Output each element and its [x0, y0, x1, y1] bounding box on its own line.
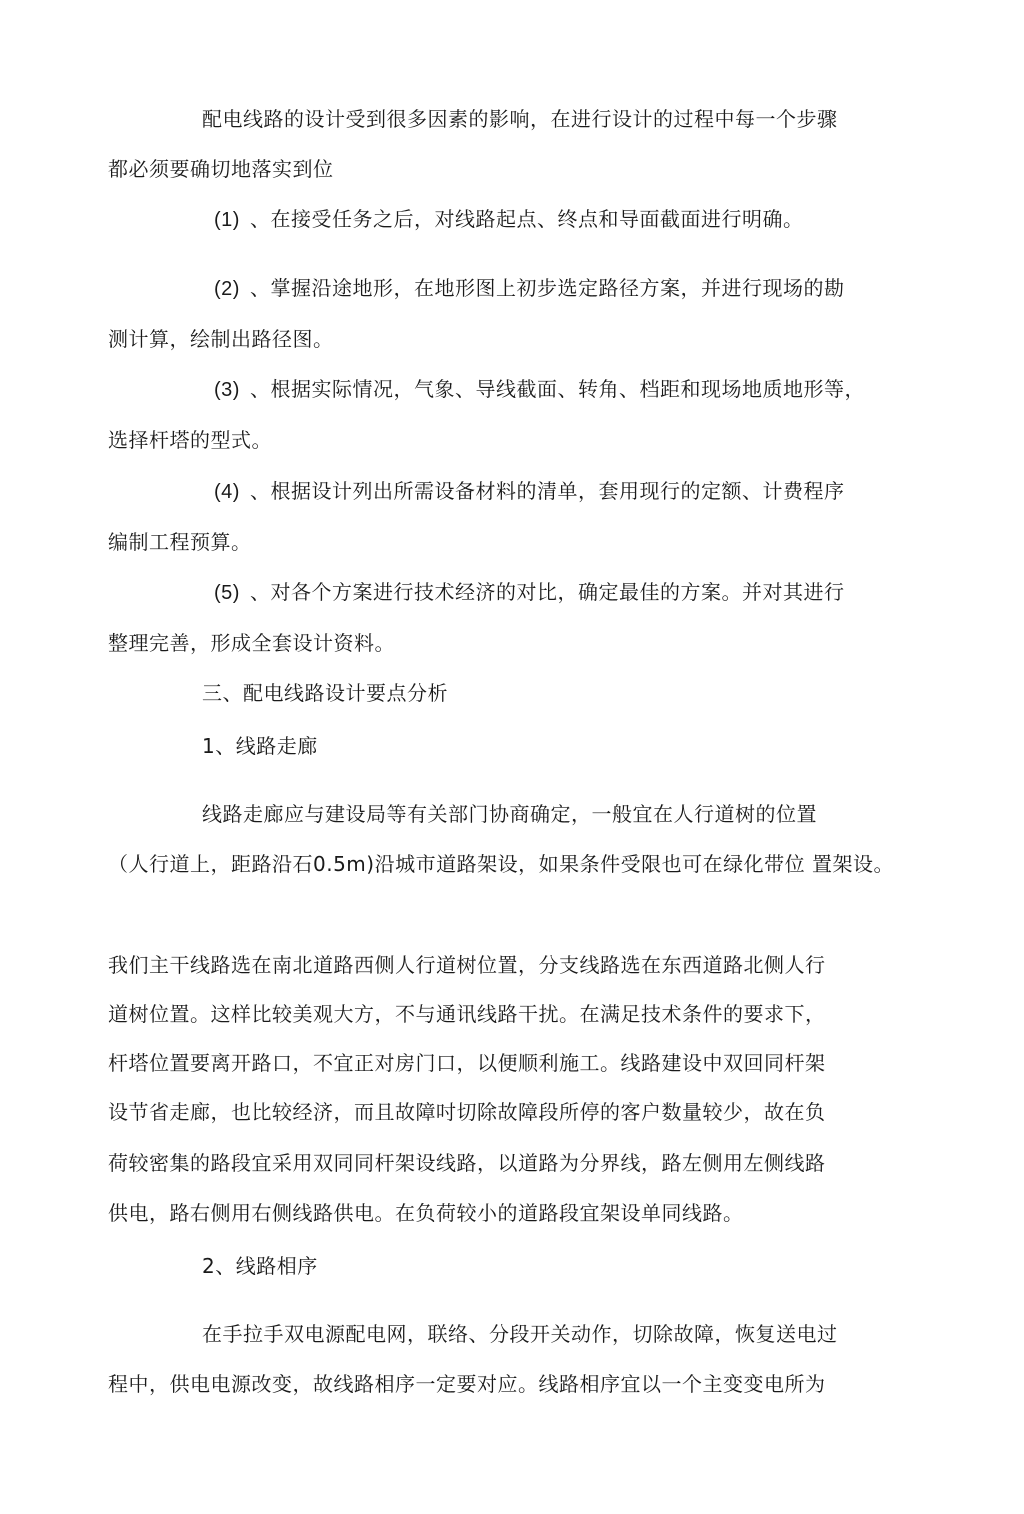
step-5 — [214, 579, 844, 606]
sub1-para2-line-5: 荷较密集的路段宜采用双同同杆架设线路，以道路为分界线，路左侧用左侧线路 — [108, 1151, 826, 1175]
step-number: (4) — [214, 481, 240, 503]
step-text: 、在接受任务之后，对线路起点、终点和导面截面进行明确。 — [249, 207, 804, 231]
step-3 — [214, 376, 865, 403]
step-number: (3) — [214, 379, 240, 401]
intro-line-2: 都必须要确切地落实到位 — [108, 157, 334, 181]
subsection-2-title: 2、线路相序 — [202, 1254, 318, 1278]
step-2 — [214, 275, 844, 302]
intro-line-1: 配电线路的设计受到很多因素的影响，在进行设计的过程中每一个步骤 — [202, 107, 838, 131]
step-2-cont: 测计算，绘制出路径图。 — [108, 327, 334, 351]
sub1-para2-line-3: 杆塔位置要离开路口，不宜正对房门口，以便顺利施工。线路建设中双回同杆架 — [108, 1051, 826, 1075]
sub2-para-line-1: 在手拉手双电源配电网，联络、分段开关动作，切除故障，恢复送电过 — [202, 1322, 838, 1346]
step-number: (2) — [214, 278, 240, 300]
step-text: 、根据实际情况，气象、导线截面、转角、档距和现场地质地形等， — [249, 377, 865, 401]
sub1-para2-line-2: 道树位置。这样比较美观大方，不与通讯线路干扰。在满足技术条件的要求下， — [108, 1002, 826, 1026]
step-4 — [214, 478, 844, 505]
step-5-cont: 整理完善，形成全套设计资料。 — [108, 631, 395, 655]
subsection-1-title: 1、线路走廊 — [202, 734, 318, 758]
step-number: (1) — [214, 209, 240, 231]
section-title: 三、配电线路设计要点分析 — [202, 681, 448, 705]
step-number: (5) — [214, 582, 240, 604]
sub1-para1-line-2: （人行道上，距路沿石0.5m)沿城市道路架设，如果条件受限也可在绿化带位 置架设。 — [108, 852, 894, 876]
step-4-cont: 编制工程预算。 — [108, 530, 252, 554]
step-text: 、对各个方案进行技术经济的对比，确定最佳的方案。并对其进行 — [249, 580, 845, 604]
step-text: 、掌握沿途地形，在地形图上初步选定路径方案，并进行现场的勘 — [249, 276, 845, 300]
step-text: 、根据设计列出所需设备材料的清单，套用现行的定额、计费程序 — [249, 479, 845, 503]
step-3-cont: 选择杆塔的型式。 — [108, 428, 272, 452]
step-1 — [214, 206, 803, 233]
sub1-para2-line-1: 我们主干线路选在南北道路西侧人行道树位置，分支线路选在东西道路北侧人行 — [108, 953, 826, 977]
sub1-para1-line-1: 线路走廊应与建设局等有关部门协商确定，一般宜在人行道树的位置 — [202, 802, 817, 826]
sub1-para2-line-4: 设节省走廊，也比较经济，而且故障吋切除故障段所停的客户数量较少，故在负 — [108, 1100, 826, 1124]
sub2-para-line-2: 程中，供电电源改变，故线路相序一定要对应。线路相序宜以一个主变变电所为 — [108, 1372, 826, 1396]
sub1-para2-line-6: 供电，路右侧用右侧线路供电。在负荷较小的道路段宜架设单同线路。 — [108, 1201, 744, 1225]
